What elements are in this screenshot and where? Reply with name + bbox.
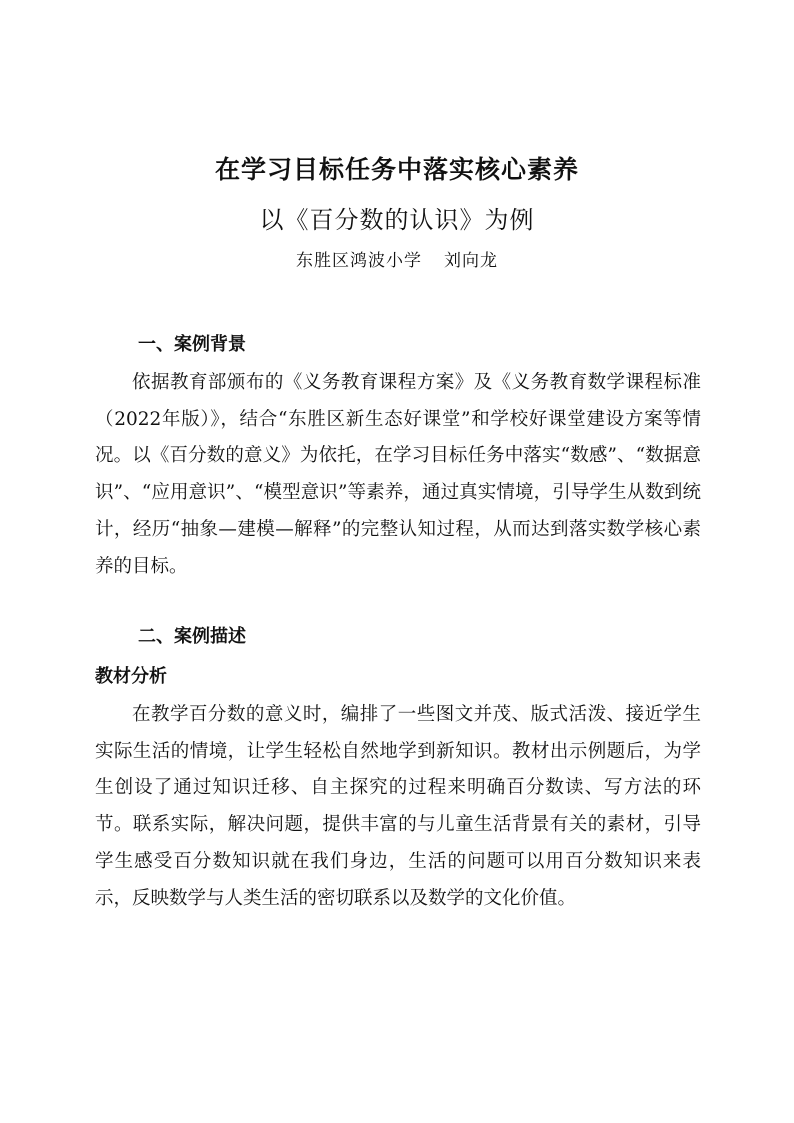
section-paragraph-background: 依据教育部颁布的《义务教育课程方案》及《义务教育数学课程标准（2022年版）》，结合“东胜区新生态好课堂”和学校好课堂建设方案等情况。以《百分数的意义》为依托，在学习目标任务中落实“数感”、“数据意识”、“应用意识”、“模型意识”等素养，通过真实情境，引导学生从数到统计，经历“抽象—建模—解释”的完整认知过程，从而达到落实数学核心素养的目标。 bbox=[95, 372, 701, 577]
document-title: 在学习目标任务中落实核心素养 bbox=[214, 155, 579, 184]
subheading-textbook-analysis: 教材分析 bbox=[95, 666, 167, 687]
author-school: 东胜区鸿波小学 bbox=[296, 251, 422, 271]
author-name: 刘向龙 bbox=[444, 251, 498, 271]
section-heading-background: 一、案例背景 bbox=[138, 334, 246, 355]
section-paragraph-textbook-analysis: 在教学百分数的意义时，编排了一些图文并茂、版式活泼、接近学生实际生活的情境，让学生轻松自然地学到新知识。教材出示例题后，为学生创设了通过知识迁移、自主探究的过程来明确百分数读、写方法的环节。联系实际，解决问题，提供丰富的与儿童生活背景有关的素材，引导学生感受百分数知识就在我们身边，生活的问题可以用百分数知识来表示，反映数学与人类生活的密切联系以及数学的文化价值。 bbox=[95, 704, 701, 909]
section-heading-description: 二、案例描述 bbox=[138, 626, 246, 647]
document-subtitle: 以《百分数的认识》为例 bbox=[259, 206, 535, 234]
author-line bbox=[0, 246, 794, 271]
